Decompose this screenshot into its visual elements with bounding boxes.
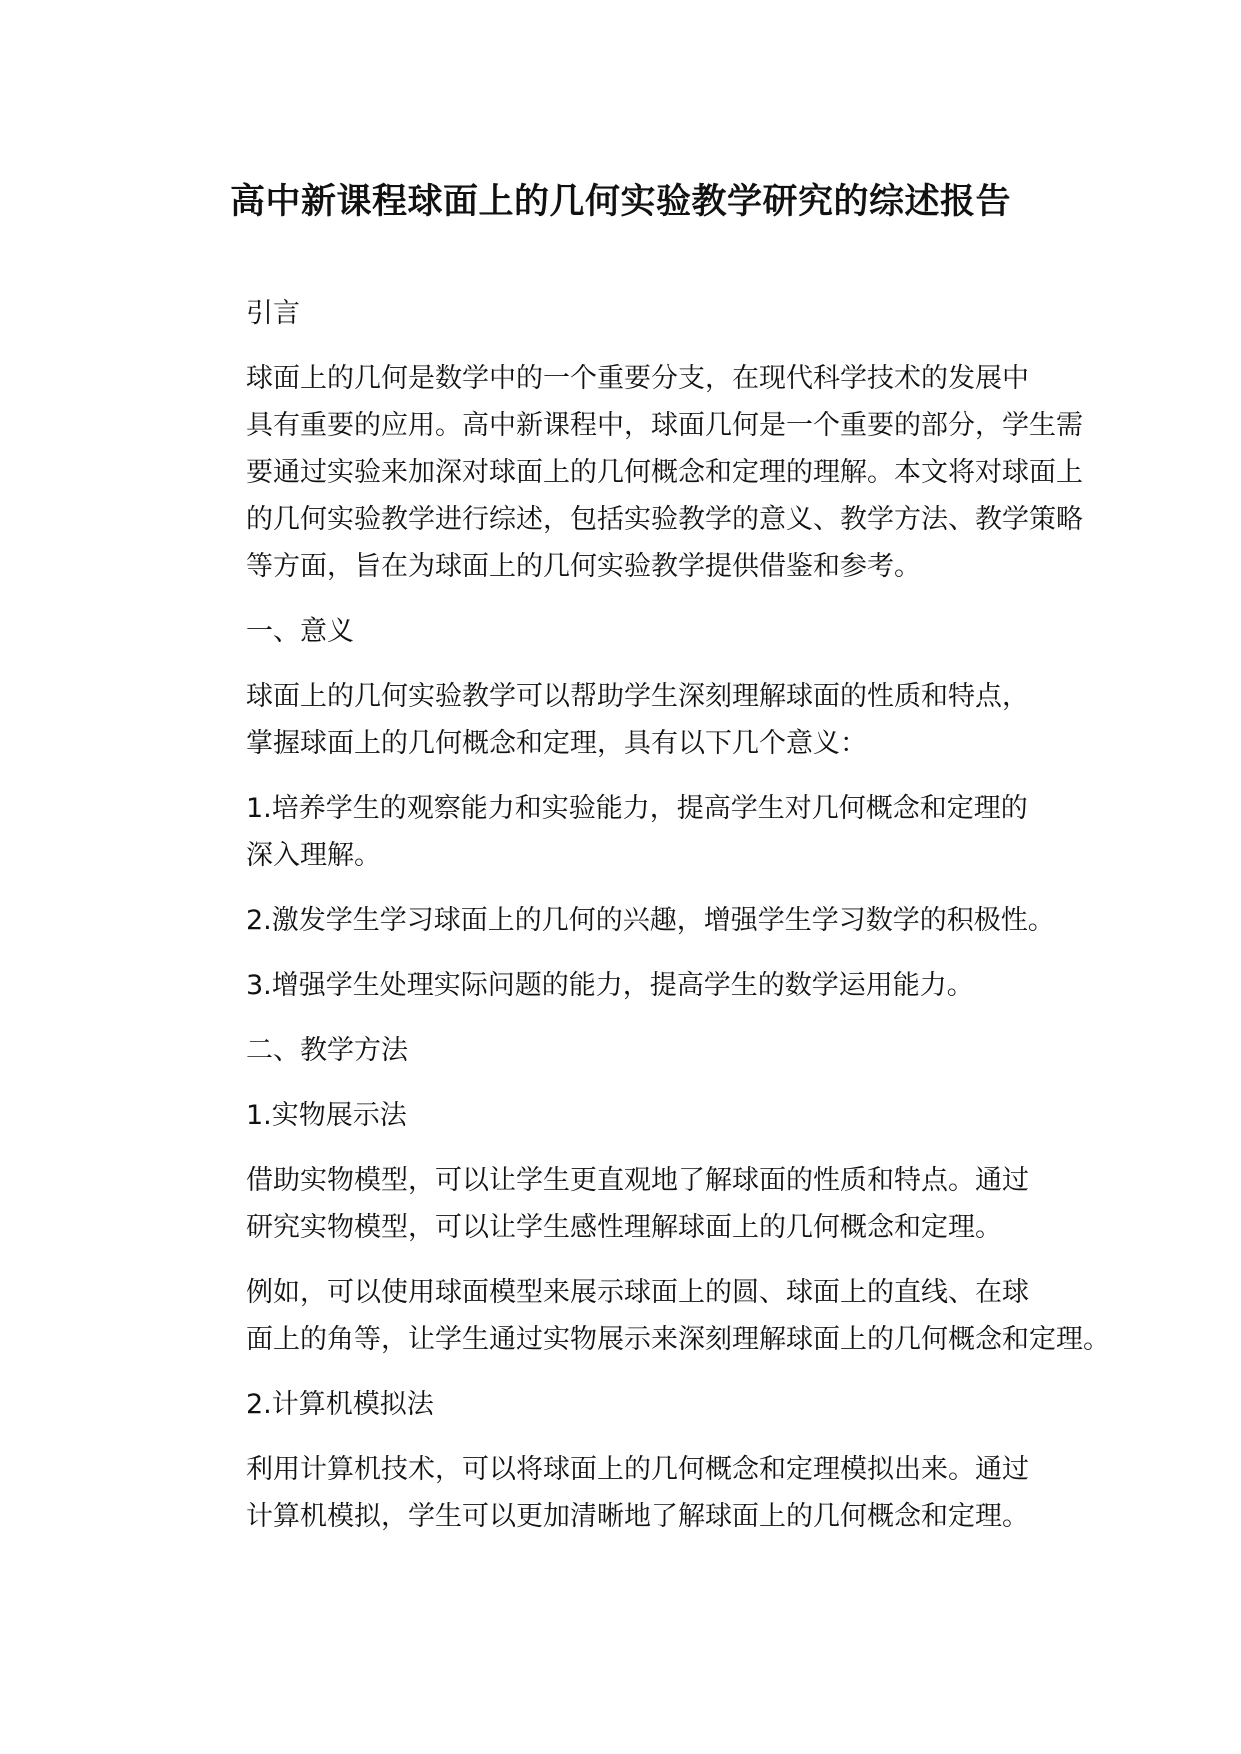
- paragraph-computer-simulation: [190, 1446, 1090, 1540]
- paragraph-physical-display: [190, 1157, 1090, 1251]
- text-line: 2.计算机模拟法: [246, 1389, 434, 1420]
- text-line: 研究实物模型，可以让学生感性理解球面上的几何概念和定理。: [246, 1212, 1002, 1243]
- text-line: 1.实物展示法: [246, 1100, 407, 1131]
- text-line: 一、意义: [246, 616, 354, 647]
- text-line: 3.增强学生处理实际问题的能力，提高学生的数学运用能力。: [246, 970, 974, 1001]
- text-line: 借助实物模型，可以让学生更直观地了解球面的性质和特点。通过: [246, 1165, 1029, 1196]
- text-line: 等方面，旨在为球面上的几何实验教学提供借鉴和参考。: [246, 551, 921, 582]
- text-line: 例如，可以使用球面模型来展示球面上的圆、球面上的直线、在球: [246, 1277, 1029, 1308]
- text-line: 二、教学方法: [246, 1035, 408, 1066]
- text-line: 引言: [246, 298, 300, 329]
- text-line: 掌握球面上的几何概念和定理，具有以下几个意义：: [246, 728, 867, 759]
- list-item-2: [190, 897, 1090, 944]
- list-item-3: [190, 962, 1090, 1009]
- text-line: 要通过实验来加深对球面上的几何概念和定理的理解。本文将对球面上: [246, 457, 1083, 488]
- paragraph-intro: [190, 355, 1090, 590]
- text-line: 具有重要的应用。高中新课程中，球面几何是一个重要的部分，学生需: [246, 410, 1083, 441]
- list-item-1: [190, 785, 1090, 879]
- text-line: 深入理解。: [246, 840, 381, 871]
- subheading-physical-display: [190, 1092, 1090, 1139]
- text-line: 球面上的几何实验教学可以帮助学生深刻理解球面的性质和特点，: [246, 681, 1029, 712]
- text-line: 1.培养学生的观察能力和实验能力，提高学生对几何概念和定理的: [246, 793, 1028, 824]
- text-line: 计算机模拟，学生可以更加清晰地了解球面上的几何概念和定理。: [246, 1501, 1029, 1532]
- paragraph-physical-example: [190, 1269, 1110, 1363]
- text-line: 利用计算机技术，可以将球面上的几何概念和定理模拟出来。通过: [246, 1454, 1029, 1485]
- text-line: 2.激发学生学习球面上的几何的兴趣，增强学生学习数学的积极性。: [246, 905, 1055, 936]
- document-body: [190, 290, 1110, 1558]
- section-heading-methods: [190, 1027, 1090, 1074]
- text-line: 面上的角等，让学生通过实物展示来深刻理解球面上的几何概念和定理。: [246, 1324, 1110, 1355]
- text-line: 的几何实验教学进行综述，包括实验教学的意义、教学方法、教学策略: [246, 504, 1083, 535]
- section-heading-significance: [190, 608, 1090, 655]
- subheading-computer-simulation: [190, 1381, 1090, 1428]
- paragraph-significance: [190, 673, 1090, 767]
- text-line: 球面上的几何是数学中的一个重要分支，在现代科学技术的发展中: [246, 363, 1029, 394]
- section-heading-intro: [190, 290, 1090, 337]
- document-title: 高中新课程球面上的几何实验教学研究的综述报告: [229, 182, 1011, 222]
